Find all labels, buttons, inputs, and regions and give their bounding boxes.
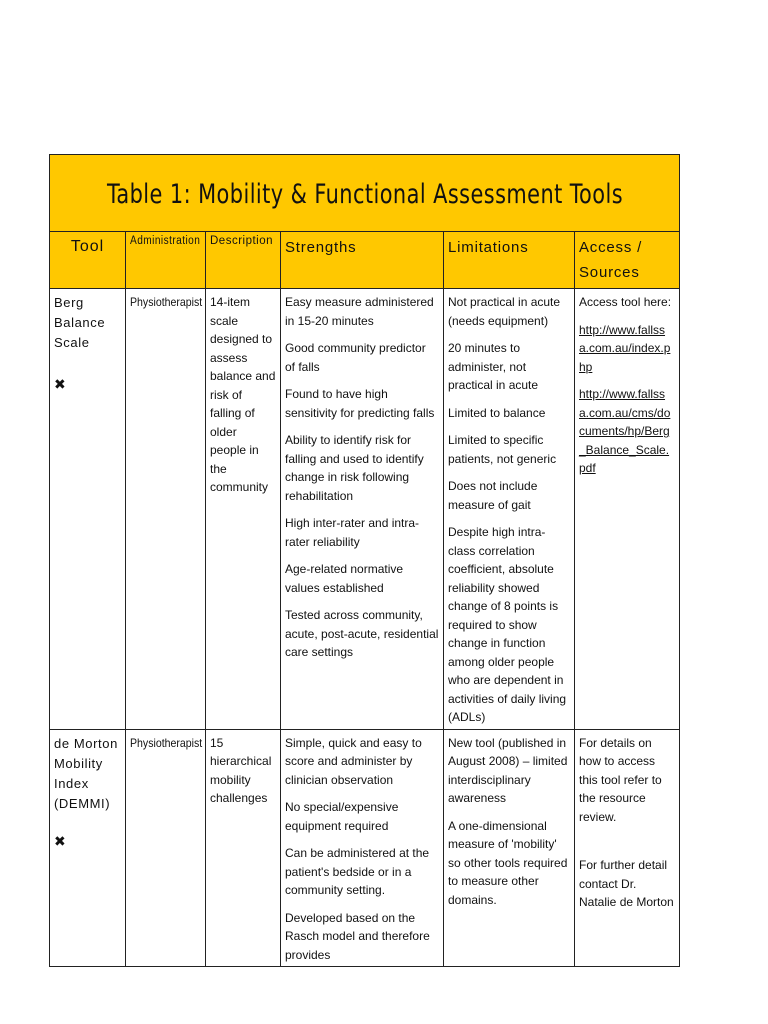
- limitation-item: Not practical in acute (needs equipment): [448, 295, 561, 328]
- strength-item: Good community predictor of falls: [285, 341, 426, 374]
- strength-item: High inter-rater and intra-rater reliability: [285, 516, 420, 549]
- limitation-item: Despite high intra-class correlation coefficient, absolute reliability showed change of 8 points is required to show change in function among older people who are dependent in activities of daily living (ADLs): [448, 525, 567, 724]
- table-title-cell: [50, 155, 680, 232]
- description-text: 14-item scale designed to assess balance and risk of falling of older people in the community: [210, 295, 276, 494]
- limitation-item: New tool (published in August 2008) – limited interdisciplinary awareness: [448, 735, 568, 805]
- header-tool: [50, 232, 126, 289]
- cell-access: [575, 729, 680, 967]
- strength-item: No special/expensive equipment required: [285, 800, 399, 833]
- description-text: 15 hierarchical mobility challenges: [210, 735, 272, 805]
- strength-item: Easy measure administered in 15-20 minutes: [285, 295, 434, 328]
- header-limitations-label: Limitations: [448, 239, 529, 256]
- limitation-item: A one-dimensional measure of 'mobility' so other tools required to measure other domains.: [448, 818, 568, 907]
- strength-item: Age-related normative values established: [285, 562, 404, 595]
- limitation-item: Limited to balance: [448, 405, 546, 420]
- cell-description: [206, 289, 281, 730]
- cell-limitations: [444, 729, 575, 967]
- header-strengths-label: Strengths: [285, 239, 357, 256]
- table-title: Table 1: Mobility & Functional Assessment Tools: [106, 178, 623, 210]
- access-note: For further detail contact Dr. Natalie de Morton: [579, 858, 674, 909]
- table-row-berg: [50, 289, 680, 730]
- header-access: [575, 232, 680, 289]
- assessment-tools-table: [49, 154, 680, 967]
- table-row-demmi: [50, 729, 680, 967]
- strength-item: Developed based on the Rasch model and therefore provides: [285, 910, 430, 962]
- tool-name: de Morton Mobility Index (DEMMI): [54, 735, 118, 811]
- cell-limitations: [444, 289, 575, 730]
- cell-description: [206, 729, 281, 967]
- tool-name: Berg Balance Scale: [54, 295, 106, 350]
- limitation-item: 20 minutes to administer, not practical in acute: [448, 341, 539, 392]
- tools-icon: ✖: [54, 376, 66, 392]
- header-strengths: [281, 232, 444, 289]
- cell-tool: [50, 289, 126, 730]
- header-tool-label: Tool: [70, 238, 105, 255]
- header-limitations: [444, 232, 575, 289]
- access-note: For details on how to access this tool refer to the resource review.: [579, 735, 662, 824]
- strength-item: Found to have high sensitivity for predicting falls: [285, 387, 435, 420]
- strength-item: Simple, quick and easy to score and administer by clinician observation: [285, 735, 422, 787]
- cell-administration: [126, 289, 206, 730]
- cell-strengths: [281, 289, 444, 730]
- administration-text: Physiotherapist: [130, 735, 203, 750]
- strength-item: Can be administered at the patient's bedside or in a community setting.: [285, 846, 430, 897]
- header-description-label: Description: [210, 235, 274, 247]
- tools-icon: ✖: [54, 832, 66, 849]
- header-access-label: Access / Sources: [579, 239, 643, 281]
- access-link[interactable]: http://www.fallssa.com.au/cms/documents/hp/Berg_Balance_Scale.pdf: [579, 387, 671, 475]
- access-label: Access tool here:: [579, 295, 672, 309]
- access-link[interactable]: http://www.fallssa.com.au/index.php: [579, 322, 671, 374]
- cell-tool: [50, 729, 126, 967]
- header-description: [206, 232, 281, 289]
- cell-administration: [126, 729, 206, 967]
- cell-strengths: [281, 729, 444, 967]
- header-administration: [126, 232, 206, 289]
- header-row: [50, 232, 680, 289]
- limitation-item: Limited to specific patients, not generic: [448, 433, 557, 466]
- administration-text: Physiotherapist: [130, 295, 203, 309]
- header-administration-label: Administration: [130, 235, 201, 247]
- strength-item: Tested across community, acute, post-acute, residential care settings: [285, 608, 439, 659]
- limitation-item: Does not include measure of gait: [448, 479, 538, 512]
- strength-item: Ability to identify risk for falling and used to identify change in risk following rehabilitation: [285, 433, 424, 503]
- cell-access: [575, 289, 680, 730]
